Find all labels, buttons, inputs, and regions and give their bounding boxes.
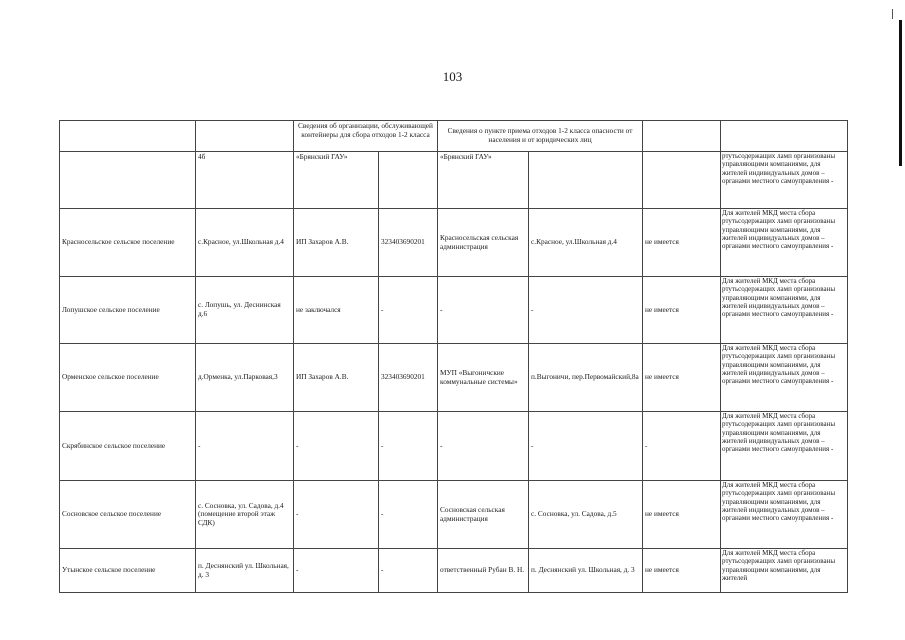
address-cell: с.Красное, ул.Школьная д.4 (196, 209, 294, 277)
note-cell: Для жителей МКД места сбора ртутьсодержащих ламп организованы управляющими компаниями, для жителей индивидуальных домов – органами местного самоуправления - (721, 344, 848, 412)
inn-cell: - (379, 277, 438, 344)
org-name-cell: не заключался (294, 277, 379, 344)
address-cell: с. Сосновка, ул. Садова, д.4 (помещение второй этаж СДК) (196, 481, 294, 549)
inn-cell: - (379, 549, 438, 593)
point-address-cell: с.Красное, ул.Школьная д.4 (529, 209, 643, 277)
note-cell: Для жителей МКД места сбора ртутьсодержащих ламп организованы управляющими компаниями, для жителей индивидуальных домов – органами местного самоуправления - (721, 277, 848, 344)
org-name-cell: ИП Захаров А.В. (294, 344, 379, 412)
note-cell: ртутьсодержащих ламп организованы управляющими компаниями, для жителей индивидуальных домов – органами местного самоуправления - (721, 152, 848, 209)
settlement-cell: Сосновское сельское поселение (60, 481, 196, 549)
point-name-cell: - (438, 277, 529, 344)
address-cell: с. Лопушь, ул. Деснинская д.6 (196, 277, 294, 344)
license-cell: - (643, 412, 721, 481)
note-cell: Для жителей МКД места сбора ртутьсодержащих ламп организованы управляющими компаниями, для жителей индивидуальных домов – органами местного самоуправления - (721, 412, 848, 481)
license-cell: не имеется (643, 277, 721, 344)
table-row (60, 549, 848, 593)
header-cell-empty (721, 121, 848, 152)
settlement-cell (60, 152, 196, 209)
license-cell (643, 152, 721, 209)
point-address-cell (529, 152, 643, 209)
inn-cell: - (379, 481, 438, 549)
table-row (60, 412, 848, 481)
note-cell: Для жителей МКД места сбора ртутьсодержащих ламп организованы управляющими компаниями, для жителей индивидуальных домов – органами местного самоуправления - (721, 209, 848, 277)
note-cell: Для жителей МКД места сбора ртутьсодержащих ламп организованы управляющими компаниями, для жителей (721, 549, 848, 593)
table-row (60, 277, 848, 344)
header-org-info: Сведения об организации, обслуживающей контейнеры для сбора отходов 1-2 класса (294, 121, 438, 152)
license-cell: не имеется (643, 344, 721, 412)
page-number: 103 (442, 69, 463, 84)
address-cell: 4б (196, 152, 294, 209)
point-name-cell: Сосновская сельская администрация (438, 481, 529, 549)
org-name-cell: - (294, 481, 379, 549)
scan-edge-mark (899, 20, 902, 166)
address-cell: п. Деснянский ул. Школьная, д. 3 (196, 549, 294, 593)
point-address-cell: п.Выгоничи, пер.Первомайский,8а (529, 344, 643, 412)
note-cell: Для жителей МКД места сбора ртутьсодержащих ламп организованы управляющими компаниями, для жителей индивидуальных домов – органами местного самоуправления - (721, 481, 848, 549)
settlement-cell: Скрябинское сельское поселение (60, 412, 196, 481)
table-row (60, 152, 848, 209)
point-address-cell: с. Сосновка, ул. Садова, д.5 (529, 481, 643, 549)
point-address-cell: п. Деснянский ул. Школьная, д. 3 (529, 549, 643, 593)
inn-cell: 323403690201 (379, 209, 438, 277)
org-name-cell: - (294, 412, 379, 481)
header-row (60, 121, 848, 152)
point-name-cell: «Брянский ГАУ» (438, 152, 529, 209)
license-cell: не имеется (643, 481, 721, 549)
settlement-cell: Красносельское сельское поселение (60, 209, 196, 277)
header-cell-empty (196, 121, 294, 152)
settlement-cell: Орменское сельское поселение (60, 344, 196, 412)
settlement-cell: Утынское сельское поселение (60, 549, 196, 593)
address-cell: - (196, 412, 294, 481)
point-name-cell: ответственный Рубан В. Н. (438, 549, 529, 593)
point-name-cell: МУП «Выгоничские коммунальные системы» (438, 344, 529, 412)
header-point-info: Сведения о пункте приема отходов 1-2 класса опасности от населения и от юридических лиц (438, 121, 643, 152)
org-name-cell: ИП Захаров А.В. (294, 209, 379, 277)
table-row (60, 344, 848, 412)
org-name-cell: «Брянский ГАУ» (294, 152, 379, 209)
scan-edge-tick (892, 9, 893, 19)
inn-cell: - (379, 412, 438, 481)
license-cell: не имеется (643, 549, 721, 593)
address-cell: д.Орменка, ул.Парковая,3 (196, 344, 294, 412)
inn-cell: 323403690201 (379, 344, 438, 412)
header-cell-empty (643, 121, 721, 152)
header-cell-empty (60, 121, 196, 152)
waste-collection-table (59, 120, 848, 593)
settlement-cell: Лопушское сельское поселение (60, 277, 196, 344)
point-address-cell: - (529, 277, 643, 344)
point-address-cell: - (529, 412, 643, 481)
inn-cell (379, 152, 438, 209)
table-row (60, 481, 848, 549)
table-row (60, 209, 848, 277)
license-cell: не имеется (643, 209, 721, 277)
point-name-cell: Красносельская сельская администрация (438, 209, 529, 277)
org-name-cell: - (294, 549, 379, 593)
point-name-cell: - (438, 412, 529, 481)
